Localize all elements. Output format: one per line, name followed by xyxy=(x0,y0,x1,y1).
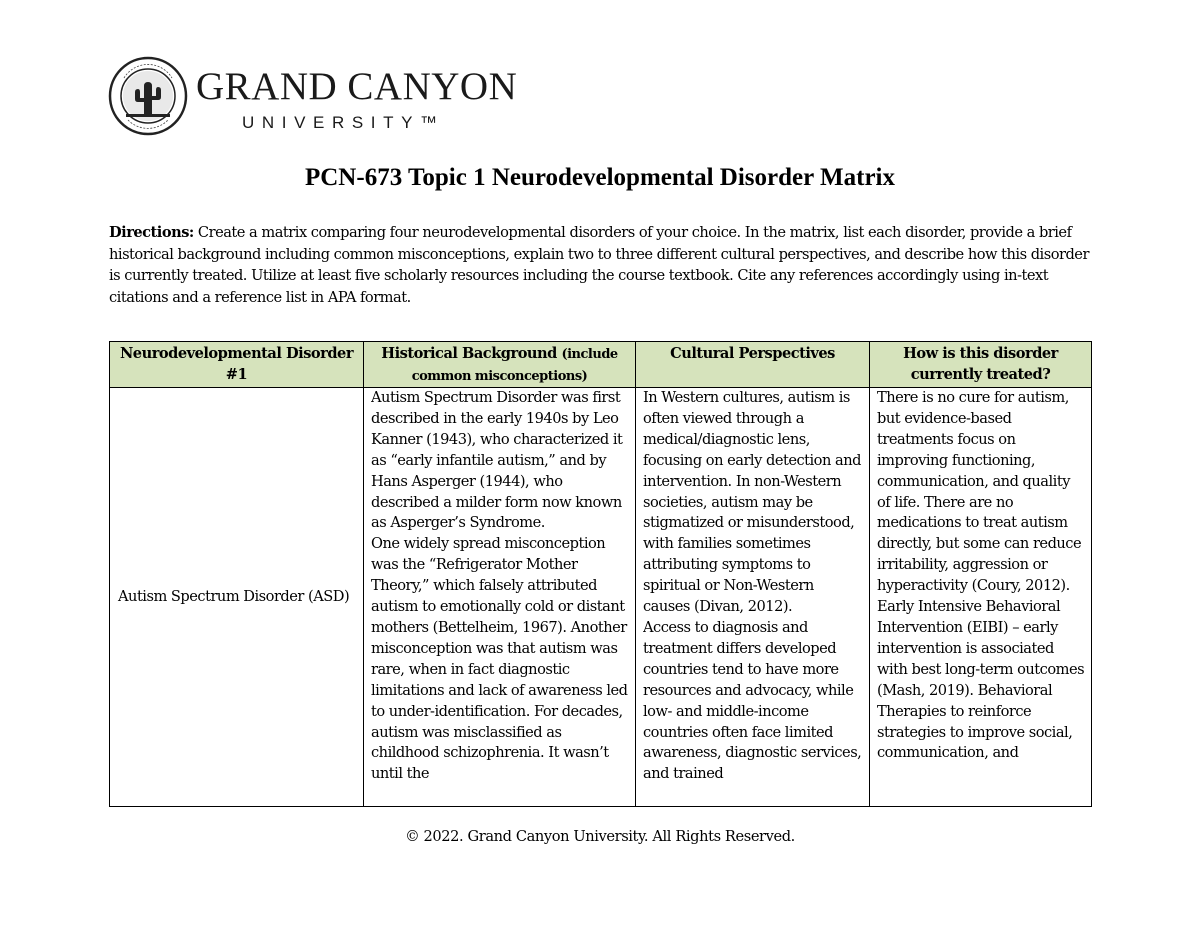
cell-disorder xyxy=(110,388,364,807)
header-history-note-open: (include xyxy=(561,347,618,362)
header-history xyxy=(364,342,636,388)
history-paragraph-1: Autism Spectrum Disorder was first described in the early 1940s by Leo Kanner (1943), who characterized it as “early infantile autism,” and by Hans Asperger (1944), who described a milder form now known as Asperger’s Syndrome. xyxy=(371,389,623,532)
table-row xyxy=(110,388,1092,807)
header-culture: Cultural Perspectives xyxy=(636,342,870,388)
culture-paragraph-2: Access to diagnosis and treatment differs developed countries tend to have more resources and advocacy, while low- and middle-income countries often face limited awareness, diagnostic services, and trained xyxy=(643,618,862,783)
disorder-matrix-table xyxy=(109,341,1092,807)
header-disorder: Neurodevelopmental Disorder #1 xyxy=(110,342,364,388)
header-history-main: Historical Background xyxy=(381,345,557,362)
history-paragraph-2: One widely spread misconception was the “Refrigerator Mother Theory,” which falsely attributed autism to emotionally cold or distant mothers (Bettelheim, 1967). Another misconception was that autism was rare, when in fact diagnostic limitations and lack of awareness led to under-identification. For decades, autism was misclassified as childhood schizophrenia. It wasn’t until the xyxy=(371,535,628,783)
university-logo xyxy=(108,56,518,138)
disorder-name: Autism Spectrum Disorder (ASD) xyxy=(118,587,350,605)
university-seal-icon xyxy=(108,56,188,136)
treatment-paragraph-1: There is no cure for autism, but evidence-based treatments focus on improving functioning, communication, and quality of life. There are no medications to treat autism directly, but some can reduce irritability, aggression or hyperactivity (Coury, 2012). Early Intensive Behavioral Intervention (EIBI) – early intervention is associated with best long-term outcomes (Mash, 2019). Behavioral Therapies to reinforce strategies to improve social, communication, and xyxy=(877,389,1085,762)
directions-paragraph xyxy=(109,222,1089,308)
header-history-note-rest: common misconceptions) xyxy=(411,369,588,384)
directions-lead: Directions: xyxy=(109,224,194,241)
directions-text: Create a matrix comparing four neurodevelopmental disorders of your choice. In the matrix, list each disorder, provide a brief historical background including common misconceptions, explain two to three different cultural perspectives, and describe how this disorder is currently treated. Utilize at least five scholarly resources including the course textbook. Cite any references accordingly using in-text citations and a reference list in APA format. xyxy=(109,224,1089,306)
table-header-row xyxy=(110,342,1092,388)
cell-history xyxy=(364,388,636,807)
logo-subwordmark: UNIVERSITY™ xyxy=(242,113,445,132)
culture-paragraph-1: In Western cultures, autism is often viewed through a medical/diagnostic lens, focusing on early detection and intervention. In non-Western societies, autism may be stigmatized or misunderstood, with families sometimes attributing symptoms to spiritual or Non-Western causes (Divan, 2012). xyxy=(643,389,861,616)
copyright-footer: © 2022. Grand Canyon University. All Rights Reserved. xyxy=(405,828,795,845)
header-treatment: How is this disorder currently treated? xyxy=(870,342,1092,388)
logo-wordmark: GRAND CANYON xyxy=(196,65,518,108)
cell-treatment xyxy=(870,388,1092,807)
page-title: PCN-673 Topic 1 Neurodevelopmental Disorder Matrix xyxy=(304,164,895,191)
cell-culture xyxy=(636,388,870,807)
